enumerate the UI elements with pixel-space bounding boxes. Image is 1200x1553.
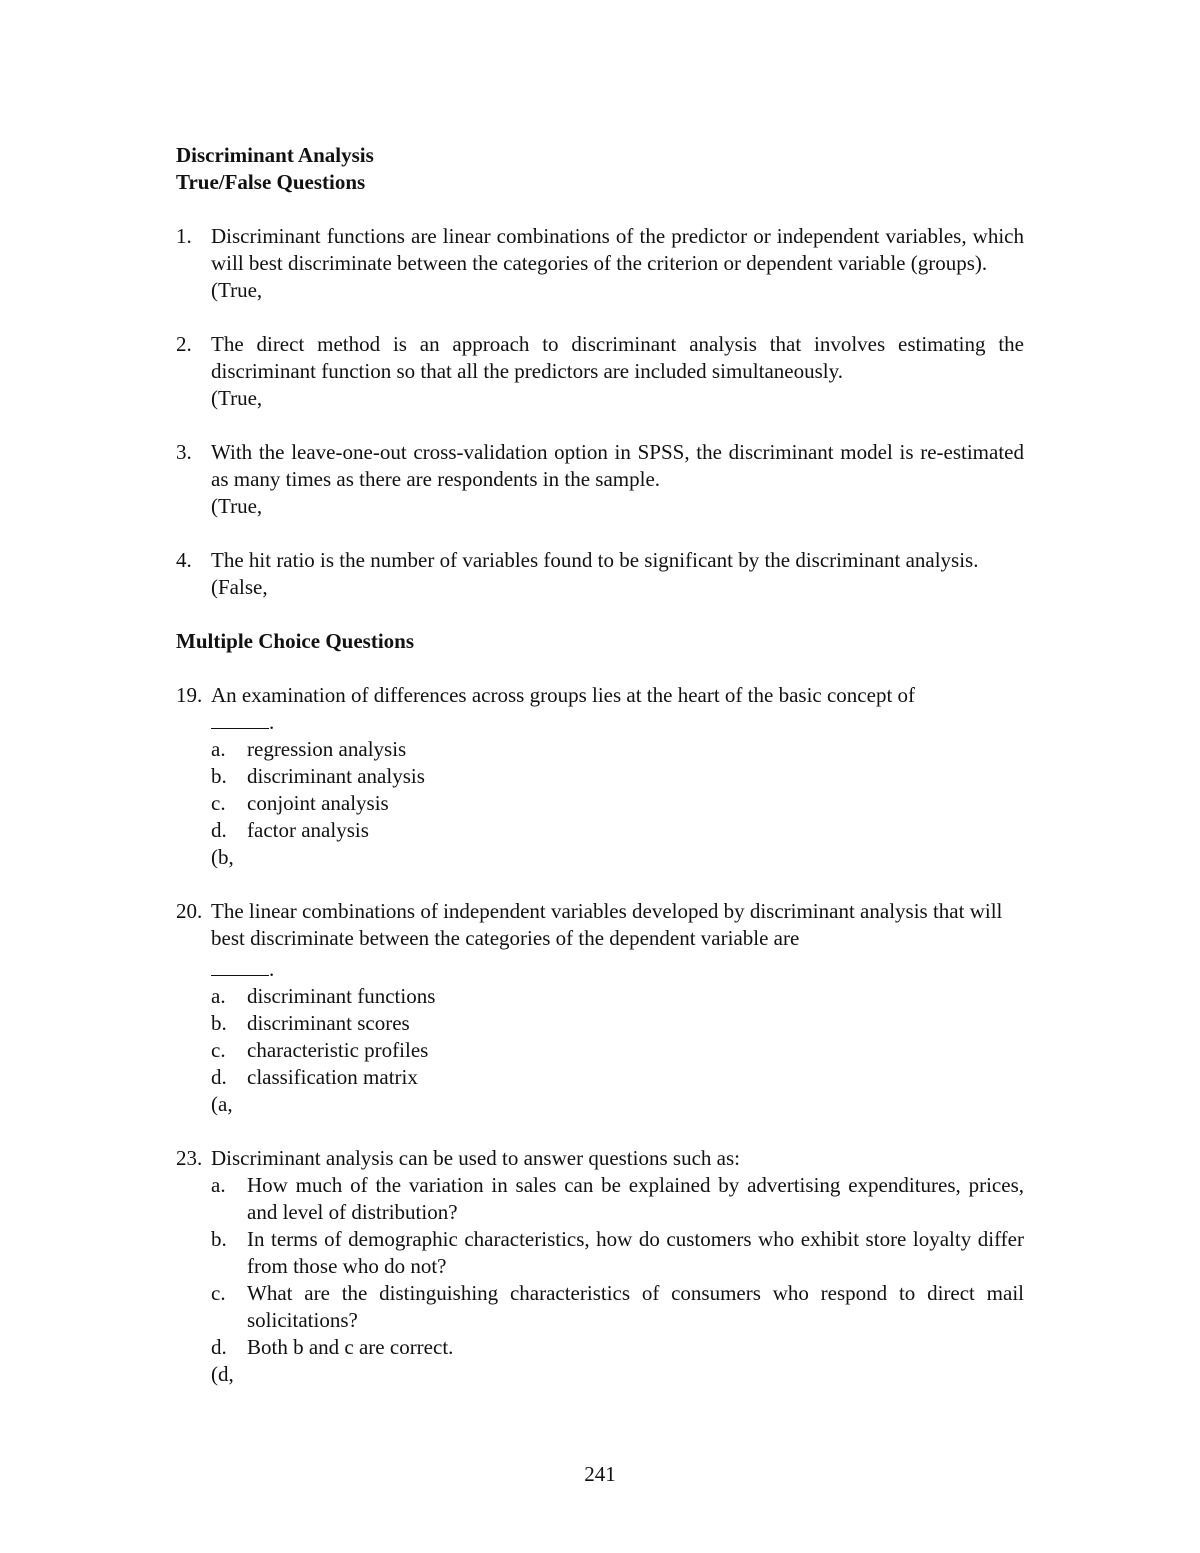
question-number: 1. <box>176 224 192 248</box>
question-answer: (b, <box>211 845 234 869</box>
question-number: 23. <box>176 1146 203 1170</box>
tf-question-4 <box>176 547 1024 601</box>
option-d <box>211 817 1024 844</box>
question-text: The linear combinations of independent variables developed by discriminant analysis that will best discriminate between the categories of the dependent variable are <box>211 899 1003 950</box>
option-text: discriminant scores <box>247 1011 410 1035</box>
option-letter: b. <box>211 1227 227 1251</box>
option-text: discriminant functions <box>247 984 436 1008</box>
question-text: Discriminant functions are linear combinations of the predictor or independent variables, which will best discriminate between the categories of the criterion or dependent variable (groups). <box>211 224 1024 275</box>
option-letter: d. <box>211 818 227 842</box>
question-answer: (True, <box>211 386 263 410</box>
option-letter: c. <box>211 791 226 815</box>
question-number: 3. <box>176 440 192 464</box>
question-answer: (a, <box>211 1092 233 1116</box>
question-number: 2. <box>176 332 192 356</box>
question-text: Discriminant analysis can be used to answer questions such as: <box>211 1146 740 1170</box>
option-text: factor analysis <box>247 818 369 842</box>
question-answer: (False, <box>211 575 268 599</box>
question-answer: (True, <box>211 278 263 302</box>
option-text: In terms of demographic characteristics, how do customers who exhibit store loyalty differ from those who do not? <box>247 1227 1024 1278</box>
question-number: 20. <box>176 899 203 923</box>
option-text: How much of the variation in sales can be explained by advertising expenditures, prices, and level of distribution? <box>247 1173 1024 1224</box>
tf-heading: True/False Questions <box>176 170 366 194</box>
mc-question-19 <box>176 682 1024 871</box>
option-letter: c. <box>211 1281 226 1305</box>
mc-question-20 <box>176 898 1024 1118</box>
option-text: Both b and c are correct. <box>247 1335 454 1359</box>
question-number: 4. <box>176 548 192 572</box>
page-number: 241 <box>584 1462 616 1486</box>
question-text: The direct method is an approach to discriminant analysis that involves estimating the discriminant function so that all the predictors are included simultaneously. <box>211 332 1024 383</box>
option-letter: d. <box>211 1065 227 1089</box>
option-text: discriminant analysis <box>247 764 425 788</box>
option-text: classification matrix <box>247 1065 418 1089</box>
option-a <box>211 736 1024 763</box>
question-number: 19. <box>176 683 203 707</box>
option-b <box>211 763 1024 790</box>
answer-blank: . <box>211 709 1024 736</box>
option-b <box>211 1010 1024 1037</box>
option-a <box>211 1172 1024 1226</box>
option-letter: b. <box>211 764 227 788</box>
mc-question-23 <box>176 1145 1024 1388</box>
option-text: conjoint analysis <box>247 791 389 815</box>
question-text: With the leave-one-out cross-validation option in SPSS, the discriminant model is re-estimated as many times as there are respondents in the sample. <box>211 440 1024 491</box>
tf-question-1 <box>176 223 1024 304</box>
option-d <box>211 1064 1024 1091</box>
option-c <box>211 1037 1024 1064</box>
option-letter: b. <box>211 1011 227 1035</box>
option-text: characteristic profiles <box>247 1038 429 1062</box>
option-c <box>211 790 1024 817</box>
option-letter: c. <box>211 1038 226 1062</box>
mc-heading: Multiple Choice Questions <box>176 629 415 653</box>
option-letter: a. <box>211 984 226 1008</box>
answer-blank: . <box>211 956 1024 983</box>
question-text: An examination of differences across groups lies at the heart of the basic concept of <box>211 683 916 707</box>
document-page <box>176 142 1024 1388</box>
tf-question-3 <box>176 439 1024 520</box>
question-text: The hit ratio is the number of variables found to be significant by the discriminant analysis. <box>211 548 979 572</box>
option-letter: a. <box>211 1173 226 1197</box>
option-b <box>211 1226 1024 1280</box>
option-letter: a. <box>211 737 226 761</box>
option-text: regression analysis <box>247 737 407 761</box>
option-d <box>211 1334 1024 1361</box>
option-text: What are the distinguishing characteristics of consumers who respond to direct mail solicitations? <box>247 1281 1024 1332</box>
document-title: Discriminant Analysis <box>176 143 374 167</box>
option-letter: d. <box>211 1335 227 1359</box>
question-answer: (d, <box>211 1362 234 1386</box>
tf-question-2 <box>176 331 1024 412</box>
question-answer: (True, <box>211 494 263 518</box>
option-a <box>211 983 1024 1010</box>
option-c <box>211 1280 1024 1334</box>
